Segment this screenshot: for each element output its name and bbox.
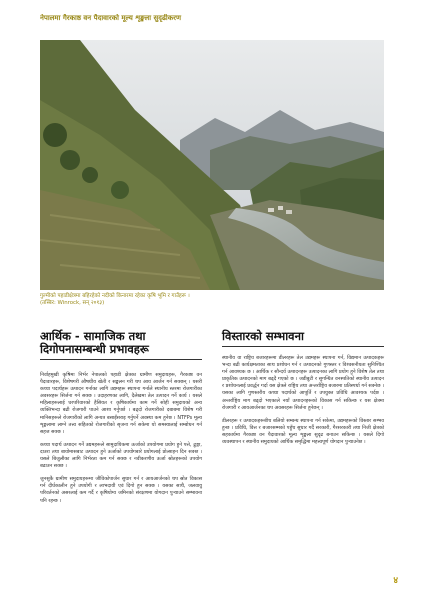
paragraph: जुनसुकै ग्रामीण समुदायहरूमा जीविकोपार्जन सुधार गर्न र आयआर्जनको थप स्रोत विकास गर्न दीर्घकालीन हुने उपयोगी र लाभदायी एवं दिगो हुन सक्छ । यसका साथै, जलवायु परिवर्तनको असरलाई कम गर्दै र कृषियोग्य जमिनको संरक्षणमा योगदान पुऱ्याउने सम्भावना पनि रहन्छ । bbox=[40, 476, 202, 504]
page-number: ४ bbox=[393, 576, 398, 586]
paragraph: कच्चा पदार्थ उत्पादन गर्ने उद्यमहरूले सामुदायिकमा ऊर्जाको उपयोगमा प्रयोग हुने पत्ते, ढुङ्गा, दाउरा तथा बायोमासबाट उत्पादन हुने ऊर्जाको उपयोगबारे प्रयोगलाई प्रोत्साहन दिन सक्छ । यसले बिजुलीका लागि निर्भरता कम गर्न सक्छ र नवीकरणीय ऊर्जा स्रोतहरूको उपयोग बढाउन सक्छ । bbox=[40, 441, 202, 470]
heading-line-1: आर्थिक - सामाजिक तथा bbox=[40, 329, 146, 343]
landscape-photo bbox=[40, 40, 384, 290]
paragraph: स्थानीय वा राष्ट्रिय बजारहरूमा डीलरहरू तेल उद्यमहरू स्थापना गर्न, विद्यमान उत्पादकहरू भन्दा बढी कार्यक्षमताका साथ प्रशोधन गर्न र उत्पादनको गुणस्तर र विश्वसनीयता सुनिश्चित गर्न आवश्यक छ । आर्थिक र सौन्दर्य उत्पादनहरू उत्पादनका लागि प्रयोग हुने विशेष तेल तथा प्राकृतिक उत्पादनको माग बढ्दै गएको छ । जडीबुटी र सुगन्धित वनस्पतिको स्थानीय उत्पादन र प्रशोधनलाई प्रवर्द्धन गर्दा यस क्षेत्रले राष्ट्रिय तथा अन्तर्राष्ट्रिय बजारमा प्रतिस्पर्धा गर्न सक्नेछ । यसका लागि गुणस्तरीय कच्चा पदार्थको आपूर्ति र उपयुक्त प्रविधि आवश्यक पर्दछ । अन्तर्राष्ट्रिय माग बढ्दो भएकाले नयाँ उत्पादनहरूको विकास गर्न सकिन्छ र यस क्षेत्रमा रोजगारी र आयआर्जनका थप अवसरहरू सिर्जना हुनेछन् । bbox=[222, 355, 384, 411]
caption-credit: (तस्बिर: Winrock, सन् २०१३) bbox=[40, 300, 105, 306]
right-column bbox=[222, 330, 384, 452]
paragraph: निर्वाहमुखी कृषिमा निर्भर नेपालको पहाडी क्षेत्रका ग्रामीण समुदायहरू, गैरकाष्ठ वन पैदावारहरू, विशेषगरी औषधीय खेती र सङ्कलन गरी थप आय आर्जन गर्न सक्छन् । यसरी कच्चा पदार्थहरू उत्पादन गर्नाका लागि उद्यमहरू स्थापना गर्नाले स्थानीय स्तरमा रोजगारीका अवसरहरू सिर्जना गर्न सक्छ । उदाहरणका लागि, दैलेखमा तेल उत्पादन गर्ने कार्य । यसले महिलाहरूलाई घरपरिवारको हैसियत र कृषिकार्यमा काम गर्ने सोही समुदायको अन्य व्यक्तिभन्दा बढी रोजगारी पाउने आशा गर्नुपर्छ । बढ्दो रोजगारीको दबाबमा विशेष गरी मानिसहरूले रोजगारीको लागि अन्यत्र बसाइँसराइ गर्नुपर्ने अवस्था कम हुनेछ । NTFPs मूल्य शृङ्खलामा लाग्ने तत्त्व सहितको रोजगारीको सृजना गर्न सकेमा यो समस्यालाई सम्बोधन गर्न सहज सक्छ । bbox=[40, 372, 202, 435]
section-heading-impacts bbox=[40, 330, 202, 360]
paragraph: डीलरहरू र उत्पादकहरूबीच बलियो सम्बन्ध स्थापना गर्न सकेमा, उद्यमहरूको विस्तार सम्भव हुन्छ । प्रविधि, वित्त र बजारसम्मको पहुँच सुधार गर्दै सरकारी, गैरसरकारी तथा निजी क्षेत्रको सहकार्यमा गैरकाष्ठ वन पैदावारको मूल्य शृङ्खला सुदृढ बनाउन सकिन्छ । यसले दिगो व्यवस्थापन र स्थानीय समुदायको आर्थिक समृद्धिमा महत्त्वपूर्ण योगदान पुऱ्याउनेछ । bbox=[222, 417, 384, 446]
heading-line-2: दिगोपनासम्बन्धी प्रभावहरू bbox=[40, 342, 149, 356]
left-column bbox=[40, 330, 202, 511]
section-heading-scaling: विस्तारको सम्भावना bbox=[222, 330, 384, 347]
photo-caption bbox=[40, 293, 340, 307]
running-header: नेपालमा गैरकाष्ठ वन पैदावारको मूल्य शृङ्खला सुदृढीकरण bbox=[40, 14, 182, 22]
caption-line: गुल्मीको पहाडीक्षेत्रमा बहिरहेको नदीको किनारमा रहेका कृषि भूमि र गाउँहरू । bbox=[40, 293, 190, 299]
